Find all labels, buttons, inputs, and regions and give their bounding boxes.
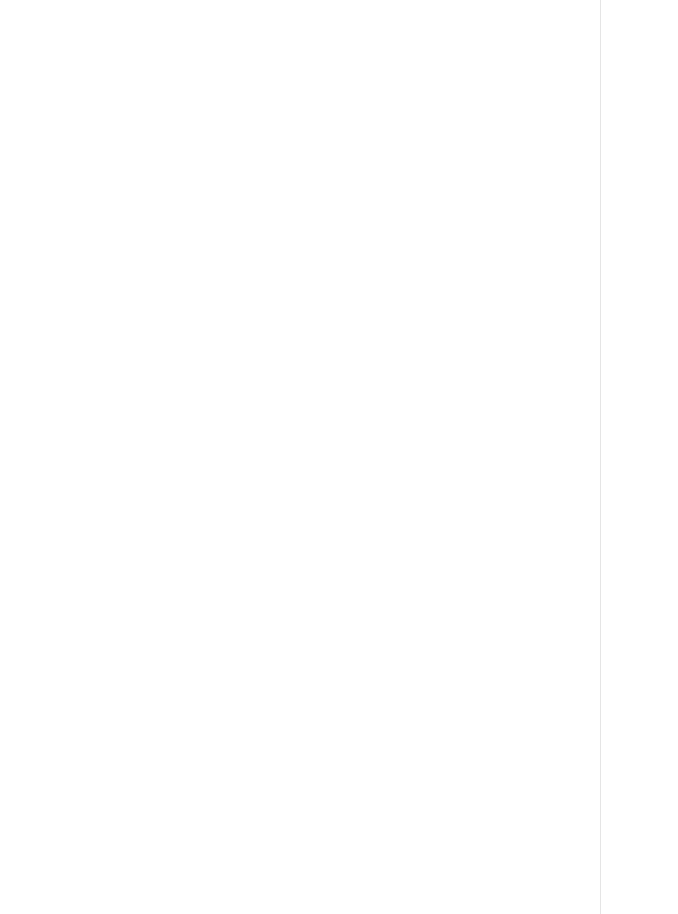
- sidebar: [600, 0, 678, 914]
